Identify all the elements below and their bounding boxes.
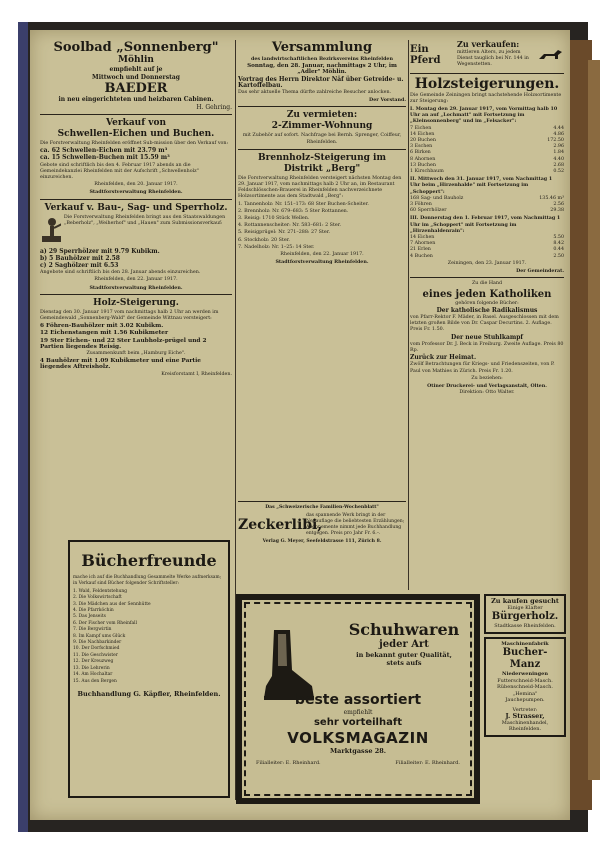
list-item: 5. Das Jenseits (73, 614, 106, 620)
schuh-line3: beste assortiert (294, 692, 422, 708)
schuh-line4: empfiehlt (343, 709, 373, 716)
zeck-title: Zeckerlibi, (238, 517, 323, 533)
holzst-sign: Der Gemeinderat. (516, 268, 564, 275)
buecher-list (73, 589, 225, 685)
spa-line1: empfiehlt auf je (109, 66, 163, 73)
list-item: 2. Die Volkswirtschaft (73, 595, 122, 601)
buecherfreunde-ad (68, 540, 230, 798)
table-row: 7 Eichen 4.44 (410, 125, 564, 131)
list-item: 4. Rottannenscheiter: Nr. 583–681: 2 Ster. (238, 223, 342, 229)
column-rule (408, 40, 409, 590)
teu-text: vom Professor Dr. J. Beck in Freiburg. Zweite Auflage. Preis 80 Rp. (410, 341, 564, 353)
book-spine (18, 22, 28, 832)
vert3: Maschinenhandel, (501, 719, 549, 726)
buecher-footer: Buchhandlung G. Käpfler, Rheinfelden. (77, 689, 221, 698)
spa-owner: H. Gehring. (196, 103, 232, 111)
kath-intro: Zu die Hand (471, 281, 503, 287)
vert: Vertreter: (512, 706, 538, 713)
bau-item3: c) 2 Saghölzer mit 6.53 (40, 262, 119, 270)
vers-text: Das sehr aktuelle Thema dürfte zahlreiche Besucher anlocken. (238, 90, 392, 96)
schuh-title: Schuhwaren (348, 620, 460, 639)
table-row: 14 Eichen 4.86 (410, 131, 564, 137)
sale-item1: ca. 62 Schwellen-Eichen mit 23.79 m³ (40, 147, 168, 155)
list-item: 7. Die Bergwirtin (73, 627, 112, 633)
table-row: 60 Sperrhölzer 29.38 (410, 208, 564, 214)
holz-title: Holz-Steigerung. (93, 297, 179, 308)
zeck-footer: Verlag G. Meyer, Seefeldstrasse 111, Zürich 8. (262, 539, 382, 544)
bau-item1: a) 29 Sperrhölzer mit 9.79 Kubikm. (40, 247, 160, 255)
bau-text: Die Forstverwaltung Rheinfelden bringt aus den Staatswaldungen „Beberholz", „Weiherhof" und „Hauen" zum Submissionsverkauf: (63, 214, 226, 226)
table-row: 14 Eichen 5.50 (410, 235, 564, 241)
teu-title: Der neue Stuhlkampf (451, 333, 523, 341)
buecher-intro: mache ich auf die Buchhandlung Gesammelte Werke aufmerksam; in Verkauf sind Bücher folgender Schriftsteller: (73, 575, 222, 587)
holz-item2: 12 Eichenstangen mit 1.56 Kubikmeter (40, 330, 169, 337)
holzst-title: Holzsteigerungen. (414, 75, 560, 92)
brenn-title: Brennholz-Steigerung im Distrikt „Berg" (258, 152, 386, 174)
holzst-text: Die Gemeinde Zeiningen bringt nachstehende Holzsortimente zur Steigerung: (410, 92, 562, 104)
zeck-text: das spannende Werk bringt in der Neuauflage die beliebtesten Erzählungen; Abonnemente nimmt jede Buchhandlung entgegen. Preis pro Jahr Fr. 6.–. (306, 513, 405, 536)
vert4: Rheinfelden. (508, 726, 542, 732)
table-row: 3 Föhren 2.56 (410, 202, 564, 208)
sale-date: Rheinfelden, den 20. Januar 1917. (94, 182, 178, 188)
holzst-d3: III. Donnerstag den 1. Februar 1917, vom Nachmittag 1 Uhr im „Schoppert" mit Fortsetzung im „Hirzenhaldenrain": (410, 215, 561, 234)
bau-title: Verkauf v. Bau-, Sag- und Sperrholz. (44, 202, 228, 213)
maschinen-ad (484, 637, 566, 737)
holz-meet: Zusammenkunft beim „Hamburg Eiche". (86, 351, 186, 357)
horse-icon (536, 47, 564, 63)
zeck-intro: Das „Schweizerische Familien-Wochenblatt" (265, 505, 379, 510)
direktor: Direktion: Otto Walter. (459, 390, 515, 396)
buecher-title: Bücherfreunde (81, 551, 217, 570)
woodcutter-illustration (40, 214, 61, 248)
schuh-street: Marktgasse 28. (329, 747, 387, 755)
buy1: Zu kaufen gesucht (491, 597, 559, 605)
bau-date: Rheinfelden, den 22. Januar 1917. (94, 277, 178, 283)
page-edges-outer (588, 60, 600, 780)
miete-text: mit Zubehör auf sofort. Nachfrage bei Bernh. Sprenger, Coiffeur, Rheinfelden. (242, 133, 402, 145)
holz-item4: 4 Bauhölzer mit 1.09 Kubikmeter und eine Partie liegendes Aftreisholz. (40, 358, 201, 371)
schuh-line2: stets aufs (386, 659, 422, 667)
zeckerlibi-ad (238, 498, 406, 590)
bau-sign: Stadtforstverwaltung Rheinfelden. (89, 284, 183, 291)
list-item: 9. Die Nachbarkinder (73, 640, 122, 646)
holz-text: Dienstag den 30. Januar 1917 vom nachmittags halb 2 Uhr an werden im Gemeindewald „Sonnenberg-Wald" der Gemeinde Wittnau versteigert: (40, 309, 219, 322)
vers-talk: Vortrag des Herrn Direktor Näf über Getreide- u. Kartoffelbau. (238, 75, 404, 89)
list-item: 12. Der Kreuzweg (73, 659, 114, 665)
right-ads (484, 594, 566, 804)
column-right (410, 40, 564, 580)
list-item: 3. Die Mädchen aus der Sennhütte (73, 601, 151, 607)
table-row: 7 Ahornen 8.42 (410, 241, 564, 247)
brenn-date: Rheinfelden, den 22. Januar 1917. (280, 252, 364, 258)
holz-item1: 6 Föhren-Bauhölzer mit 3.02 Kubikm. (40, 323, 164, 330)
kath-title: eines jeden Katholiken (422, 288, 552, 300)
mf3: Niederweningen (502, 671, 548, 677)
heim-text: Zwölf Betrachtungen für Kriegs- und Friedenszeiten, von P. Paul von Mathies in Zürich. Preis Fr. 1.20. (410, 362, 555, 374)
list-item: 1. Tannenholz: Nr. 151–173: 68 Ster Buchen-Scheiter. (238, 201, 369, 207)
table-row: 1 Kirschbaum 0.52 (410, 169, 564, 175)
list-item: 3. Reisig: 1710 Stück Wellen. (238, 216, 310, 222)
table-row: 4 Buchen 2.50 (410, 253, 564, 259)
list-item: 2. Brennholz: Nr. 679–683: 5 Ster Rottannen. (238, 208, 349, 214)
sale-text: Die Forstverwaltung Rheinfelden eröffnet Sub-mission über den Verkauf von: (40, 141, 229, 146)
table-row: 8 Ahornen 4.40 (410, 156, 564, 162)
table-row: 13 Buchen 2.68 (410, 162, 564, 168)
sale-sign: Stadtforstverwaltung Rheinfelden. (89, 189, 183, 196)
column-left (40, 40, 232, 540)
mf5: Rübenschneid-Masch. (497, 684, 553, 690)
holzst-date: Zeiningen, den 23. Januar 1917. (447, 260, 527, 266)
schuh-line1: in bekannt guter Qualität, (356, 651, 452, 659)
holz-item3: 19 Ster Eichen- und 22 Ster Laubholz-prügel und 2 Partien liegendes Reisig. (40, 337, 207, 350)
schuh-name: VOLKSMAGAZIN (287, 729, 429, 747)
holzst-d1: I. Montag den 29. Januar 1917, vom Vormittag halb 10 Uhr an auf „Lochmatt" mit Fortsetzung im „Kleinsonnenberg" und im „Felsacker": (410, 106, 558, 125)
bau-text2: Angebote sind schriftlich bis den 28. Januar abends einzureichen. (40, 270, 201, 276)
kath-text: von Pfarr-Rektor F. Mäder, in Basel. Ausgeschlossen mit dem letzten großen Bilde von Dr. Caspar Decurtins. 2. Auflage. Preis Fr. 1.50. (410, 314, 559, 333)
sale-item2: ca. 15 Schwellen-Buchen mit 15.59 m³ (40, 154, 170, 162)
schuh-line5: sehr vorteilhaft (313, 717, 402, 728)
mf6: „Hemina" (512, 690, 538, 697)
table-row: 20 Buchen 172.50 (410, 138, 564, 144)
list-item: 6. Der Fischer vom Rheinfall (73, 620, 137, 626)
vers-title: Versammlung (271, 40, 373, 55)
table-row: 21 Erlen 0.44 (410, 247, 564, 253)
list-item: 13. Die Lehrerin (73, 665, 110, 671)
vers-date: Sonntag, den 28. Januar, nachmittags 2 Uhr, im „Adler" Möhlin. (247, 63, 397, 76)
sell-head: Ein Pferd (410, 43, 441, 66)
list-item: 11. Die Geschwister (73, 652, 118, 658)
spa-baeder: BAEDER (104, 81, 168, 96)
mf2: Bucher-Manz (502, 647, 548, 670)
vers-sign: Der Vorstand. (369, 97, 406, 104)
table-row: 3 Eschen 2.96 (410, 144, 564, 150)
list-item: 14. Am Hochaltar (73, 672, 113, 678)
list-item: 6. Stockholz: 20 Ster. (238, 237, 290, 243)
brenn-sign: Stadtforstverwaltung Rheinfelden. (275, 259, 369, 266)
sale-text2: Gebote sind schriftlich bis den 4. Februar 1917 abends an die Gemeindekanzlei Rheinfelden mit der Aufschrift „Schwellenholz" einzureichen. (40, 162, 199, 181)
spa-title: Soolbad „Sonnenberg" (53, 40, 219, 55)
order-label: Zu beziehen: (471, 375, 503, 381)
buy2: Einige Klafter (507, 604, 543, 611)
sell-text: mittleren Alters, zu jedem Dienst tauglich bei Nr. 144 in Wegenstetten. (457, 50, 529, 68)
spa-line3: in neu eingerichteten und heizbaren Cabinen. (58, 96, 214, 103)
heim-title: Zurück zur Heimat. (410, 354, 477, 362)
list-item: 1. Wald, Feldentstehung (73, 588, 128, 594)
vers-sub: des landwirtschaftlichen Bezirksvereins Rheinfelden (251, 56, 393, 62)
list-item: 15. Aus den Bergen (73, 678, 117, 684)
buy-ad (484, 594, 566, 634)
miete-title: Zu vermieten: (286, 110, 358, 121)
schuh-fil-right: Filialleiter: E. Rheinhard. (395, 760, 460, 766)
holz-sign: Kreisforstamt I, Rheinfelden. (161, 371, 232, 377)
brenn-text: Die Forstverwaltung Rheinfelden versteigert nächsten Montag den 29. Januar 1917, vom nachmittags halb 2 Uhr an, im Restaurant Feldschlösschen-Brauerei in Rheinfelden nachverzeichnete Holzsortimente aus dem Stadtwald „Berg": (238, 175, 402, 200)
schuhwaren-ad (236, 594, 480, 804)
mf1: Maschinenfabrik (501, 640, 549, 647)
table-row: 168 Sag- und Bauholz 135.46 m³ (410, 195, 564, 201)
table-row: 6 Birken 1.84 (410, 150, 564, 156)
schuh-fil-left: Filialleiter: E. Rheinhard. (256, 760, 321, 766)
list-item: 10. Der Dorfschmied (73, 646, 120, 652)
miete-head: 2-Zimmer-Wohnung (271, 121, 373, 132)
publisher: Otiner Druckerei- und Verlagsanstalt, Olten. (427, 382, 547, 389)
list-item: 4. Die Pfarrköchin (73, 608, 114, 614)
list-item: 8. Im Kampf ums Glück (73, 633, 126, 639)
buy3: Bürgerholz. (491, 611, 559, 622)
schuh-sub: jeder Art (379, 639, 429, 650)
bau-item2: b) 5 Bauhölzer mit 2.58 (40, 254, 120, 262)
spa-line2: Mittwoch und Donnerstag (92, 73, 180, 81)
mf7: Jauchepumpen. (505, 697, 545, 703)
list-item: 7. Nadelholz: Nr. 1–25: 14 Ster. (238, 244, 315, 250)
list-item: 5. Reisigprügel: Nr. 271–288: 27 Ster. (238, 230, 331, 236)
sell-title: Zu verkaufen: (457, 40, 520, 49)
buy4: Stadtkasse Rheinfelden. (494, 623, 556, 629)
kath-sub: gehören folgende Bücher: (455, 300, 519, 306)
vert2: J. Strasser, (505, 712, 545, 720)
sale-title2: Schwellen-Eichen und Buchen. (57, 129, 215, 139)
kath-book: Der katholische Radikalismus (436, 306, 538, 314)
mf4: Futterschneid-Masch. (497, 677, 553, 684)
sale-title1: Verkauf von (105, 118, 167, 128)
holzst-d2: II. Mittwoch den 31. Januar 1917, vom Nachmittag 1 Uhr beim „Hirzenhalde" mit Fortsetzung im „Schoppert": (410, 176, 553, 195)
spa-place: Möhlin (118, 55, 154, 65)
